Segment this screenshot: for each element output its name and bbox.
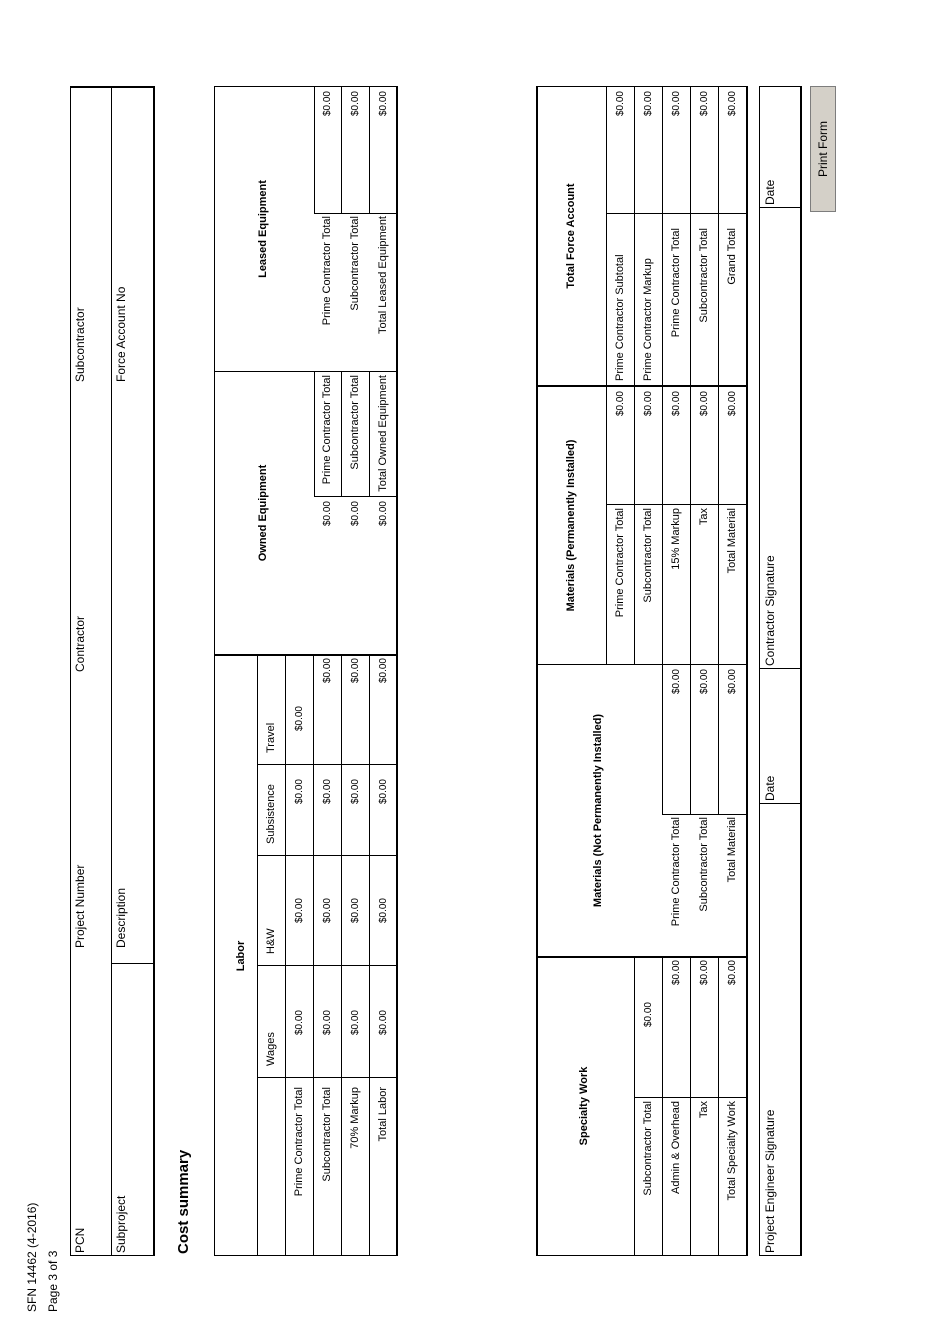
labor-value: $0.00	[294, 898, 305, 924]
specialty-work-label: Subcontractor Total	[642, 1101, 654, 1196]
page-number: Page 3 of 3	[46, 1250, 60, 1312]
total-force-account-title: Total Force Account	[565, 183, 577, 289]
labor-row-label: Prime Contractor Total	[293, 1087, 305, 1197]
specialty-work-value: $0.00	[727, 960, 738, 986]
labor-value: $0.00	[322, 779, 333, 805]
project-number-field[interactable]: Project Number	[73, 864, 87, 948]
total-force-account-label: Prime Contractor Markup	[642, 258, 654, 381]
cost-summary-title: Cost summary	[175, 1149, 192, 1254]
form-id: SFN 14462 (4-2016)	[25, 1202, 39, 1312]
force-account-no-field[interactable]: Force Account No	[114, 286, 128, 382]
labor-value: $0.00	[378, 1010, 389, 1036]
labor-value: $0.00	[350, 779, 361, 805]
specialty-work-label: Admin & Overhead	[670, 1101, 682, 1194]
contractor-field[interactable]: Contractor	[73, 615, 87, 672]
engineer-signature-field[interactable]: Project Engineer Signature	[763, 1109, 777, 1253]
leased-equipment-label: Subcontractor Total	[349, 216, 361, 311]
labor-value: $0.00	[294, 779, 305, 805]
leased-equipment-value: $0.00	[378, 91, 389, 117]
contractor-signature-field[interactable]: Contractor Signature	[763, 555, 777, 666]
total-force-account-label: Prime Contractor Subtotal	[614, 254, 626, 381]
labor-value: $0.00	[378, 779, 389, 805]
labor-value: $0.00	[294, 1010, 305, 1036]
materials-not-perm-label: Subcontractor Total	[698, 817, 710, 912]
labor-value: $0.00	[378, 898, 389, 924]
specialty-work-value: $0.00	[699, 960, 710, 986]
materials-not-perm-value: $0.00	[671, 669, 682, 695]
total-force-account-value: $0.00	[671, 91, 682, 117]
total-force-account-value: $0.00	[615, 91, 626, 117]
labor-value: $0.00	[350, 1010, 361, 1036]
total-force-account-value: $0.00	[727, 91, 738, 117]
materials-not-perm-label: Prime Contractor Total	[670, 817, 682, 927]
materials-perm-value: $0.00	[699, 391, 710, 417]
total-force-account-label: Grand Total	[726, 228, 738, 285]
contractor-date-field[interactable]: Date	[763, 179, 777, 205]
specialty-work-label: Tax	[698, 1101, 710, 1119]
materials-perm-value: $0.00	[727, 391, 738, 417]
total-force-account-label: Prime Contractor Total	[670, 228, 682, 338]
labor-row-label: Subcontractor Total	[321, 1087, 333, 1182]
labor-value: $0.00	[322, 898, 333, 924]
materials-perm-title: Materials (Permanently Installed)	[565, 439, 577, 612]
owned-equipment-value: $0.00	[350, 501, 361, 527]
materials-perm-label: Prime Contractor Total	[614, 508, 626, 618]
labor-value: $0.00	[322, 1010, 333, 1036]
owned-equipment-label: Total Owned Equipment	[377, 375, 389, 492]
specialty-work-value: $0.00	[671, 960, 682, 986]
materials-perm-label: Subcontractor Total	[642, 508, 654, 603]
labor-col-subsistence: Subsistence	[265, 784, 277, 844]
materials-perm-value: $0.00	[671, 391, 682, 417]
total-force-account-value: $0.00	[643, 91, 654, 117]
total-force-account-value: $0.00	[699, 91, 710, 117]
labor-value: $0.00	[350, 898, 361, 924]
materials-not-perm-value: $0.00	[727, 669, 738, 695]
subproject-field[interactable]: Subproject	[114, 1195, 128, 1253]
total-force-account-label: Subcontractor Total	[698, 228, 710, 323]
materials-not-perm-label: Total Material	[726, 817, 738, 883]
materials-perm-label: Total Material	[726, 508, 738, 574]
labor-row-label: 70% Markup	[349, 1087, 361, 1149]
materials-perm-value: $0.00	[643, 391, 654, 417]
leased-equipment-title: Leased Equipment	[257, 180, 269, 278]
pcn-field[interactable]: PCN	[73, 1227, 87, 1253]
labor-title: Labor	[235, 940, 247, 972]
owned-equipment-label: Subcontractor Total	[349, 375, 361, 470]
materials-perm-label: Tax	[698, 508, 710, 526]
labor-value: $0.00	[350, 658, 361, 684]
labor-row-label: Total Labor	[377, 1087, 389, 1142]
labor-value: $0.00	[322, 658, 333, 684]
subcontractor-field[interactable]: Subcontractor	[73, 307, 87, 382]
print-form-button[interactable]: Print Form	[810, 86, 836, 212]
materials-not-perm-title: Materials (Not Permanently Installed)	[592, 713, 604, 908]
materials-not-perm-value: $0.00	[699, 669, 710, 695]
engineer-date-field[interactable]: Date	[763, 775, 777, 801]
leased-equipment-label: Prime Contractor Total	[321, 216, 333, 326]
specialty-work-title: Specialty Work	[578, 1066, 590, 1146]
labor-value: $0.00	[294, 706, 305, 732]
materials-perm-value: $0.00	[615, 391, 626, 417]
labor-value: $0.00	[378, 658, 389, 684]
leased-equipment-label: Total Leased Equipment	[377, 216, 389, 335]
leased-equipment-value: $0.00	[350, 91, 361, 117]
owned-equipment-label: Prime Contractor Total	[321, 375, 333, 485]
specialty-work-label: Total Specialty Work	[726, 1101, 738, 1201]
owned-equipment-value: $0.00	[322, 501, 333, 527]
labor-col-travel: Travel	[265, 722, 277, 753]
materials-perm-label: 15% Markup	[670, 508, 682, 570]
labor-col-hw: H&W	[265, 928, 277, 954]
leased-equipment-value: $0.00	[322, 91, 333, 117]
owned-equipment-value: $0.00	[378, 501, 389, 527]
description-field[interactable]: Description	[114, 887, 128, 948]
owned-equipment-title: Owned Equipment	[257, 464, 269, 562]
specialty-work-value: $0.00	[643, 1002, 654, 1028]
labor-col-wages: Wages	[265, 1032, 277, 1066]
